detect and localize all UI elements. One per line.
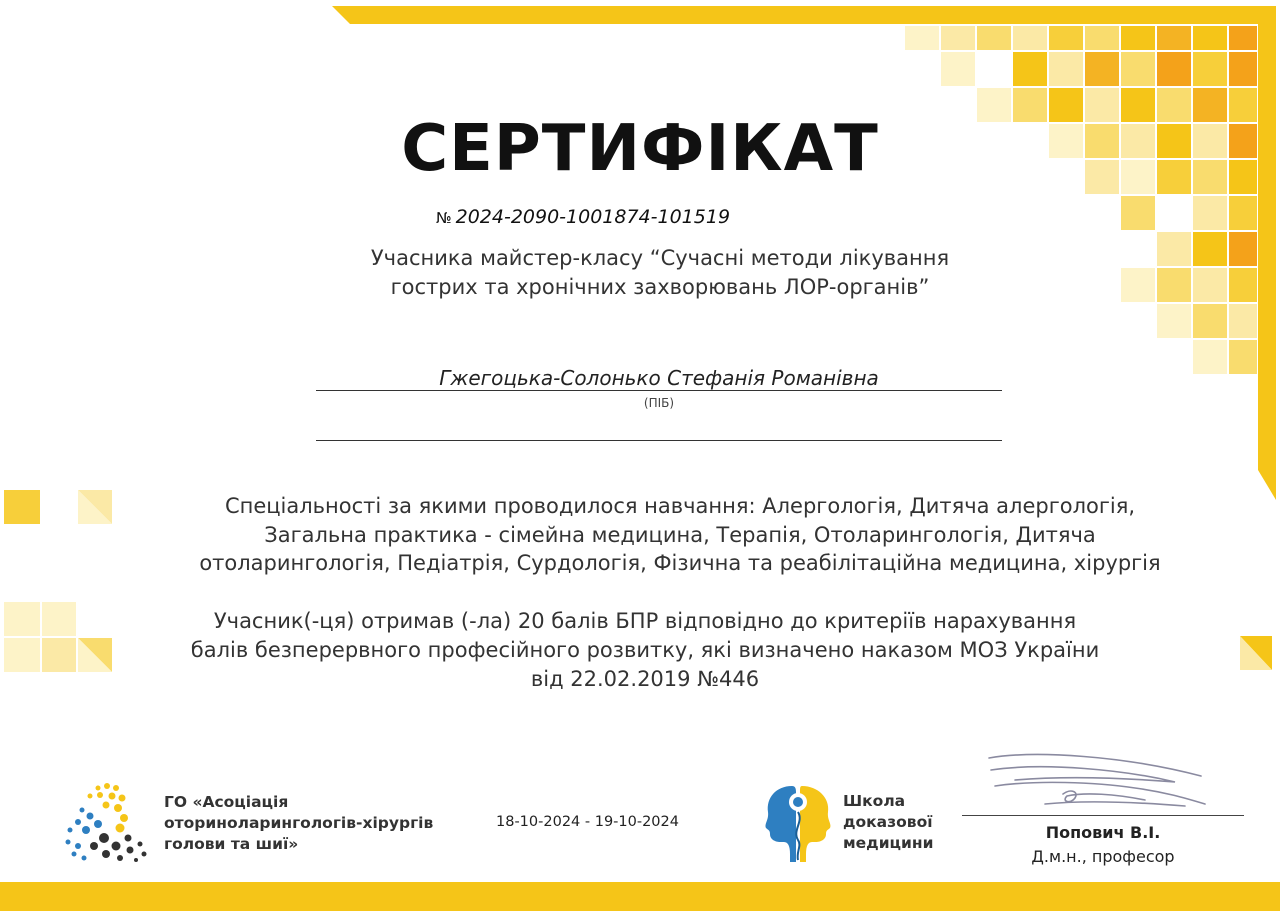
points-line-3: від 22.02.2019 №446 [530,667,760,691]
organization-name [164,792,433,855]
signature-line [962,815,1244,816]
points-line-1: Учасник(-ця) отримав (-ла) 20 балів БПР відповідно до критеріїв нарахування [213,609,1077,633]
number-sign: № [436,209,452,227]
handwritten-signature [975,748,1215,814]
specialties [140,492,1220,578]
school-line-1: Школа [843,792,906,810]
participant-name: Гжегоцька-Солонько Стефанія Романівна [439,366,879,390]
points-line-2: балів безперервного професійного розвитку, які визначено наказом МОЗ України [190,638,1100,662]
signer-title: Д.м.н., професор [1031,847,1175,866]
organization-line-2: оториноларингологів-хірургів [164,814,434,832]
school-name [843,791,933,854]
blank-underline [316,440,1002,441]
organization-line-3: голови та шиї» [164,835,299,853]
school-line-3: медицини [843,834,934,852]
name-caption: (ПІБ) [643,396,675,410]
event-line-2: гострих та хронічних захворювань ЛОР-органів” [390,275,930,299]
signer-name: Попович В.І. [1045,823,1161,842]
specialties-line-2: Загальна практика - сімейна медицина, Терапія, Отоларингологія, Дитяча [264,522,1096,547]
organization-line-1: ГО «Асоціація [164,793,289,811]
two-faces-logo-icon [762,782,834,864]
specialties-line-3: отоларингологія, Педіатрія, Сурдологія, Фізична та реабілітаційна медицина, хірургія [199,551,1161,575]
dotted-circle-logo-icon [60,780,154,866]
specialties-line-1: Спеціальності за якими проводилося навчання: Алергологія, Дитяча алергологія, [224,494,1136,518]
points-statement [130,607,1160,694]
bottom-decorative-bar [0,882,1280,911]
certificate-title: СЕРТИФІКАТ [401,112,879,186]
certificate-number [436,206,730,228]
school-line-2: доказової [843,813,933,831]
certificate-number-value: 2024-2090-1001874-101519 [455,206,731,228]
name-underline [316,390,1002,391]
event-description [300,244,1020,302]
event-line-1: Учасника майстер-класу “Сучасні методи лікування [370,246,950,270]
event-dates: 18-10-2024 - 19-10-2024 [496,814,679,830]
